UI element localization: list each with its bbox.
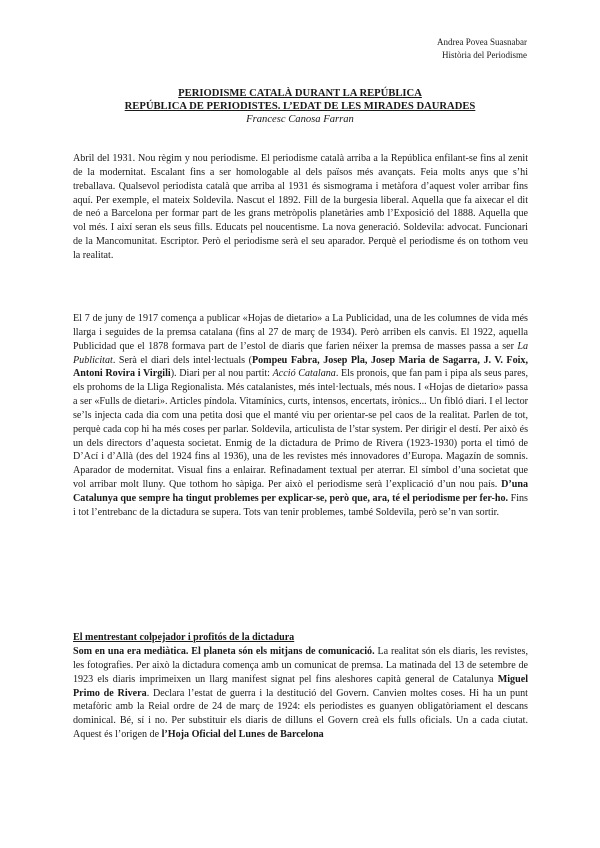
paragraph-3-text: . Declara l’estat de guerra i la destitució del Govern. Canvien moltes coses. Hi ha un punt metafòric amb la Reial ordre de 24 de març de 1924: els periodistes es guanyen obligatòriament el descans dominical. Bé, sí i no. Per substituir els diaris de dilluns el Govern creà els fulls oficials. Un a cada ciutat. Aquest és l’origen de [73, 687, 528, 741]
paragraph-2 [73, 312, 528, 520]
newspaper-name-la-publicitat: La Publicitat [73, 340, 528, 366]
party-name-accio-catalana: Acció Catalana [272, 368, 336, 380]
paragraph-2-text: . Els pronois, que fan pam i pipa als seus pares, els prohoms de la Lliga Regionalista. Més catalanistes, més intel·lectuals, més nous. I «Hojas de dietario» passa a ser «Fulls de dietari». Articles píndola. Vitamínics, curts, intensos, encertats, irònics... Un fibló diari. I el lector se’ls injecta cada dia com una petita dosi que el manté viu per orientar-se pel caos de la realitat. Parlen de tot, perquè cada cop hi ha més coses per parlar. Soldevila, articulista de l’star system. Per dirigir el destí. Per això és un dels directors d’aquesta societat. Enmig de la dictadura de Primo de Rivera (1923-1930) porta el timó de D’Ací i d’Allà (des del 1924 fins al 1936), una de les revistes més innovadores d’Europa. Magazín de somnis. Aparador de modernitat. Visual fins a enlairar. Refinadament textual per aterrar. El símbol d’una societat que vol arribar molt lluny. Que tothom ho sàpiga. Per això el periodisme serà l’explicació d’un nou país. [73, 368, 529, 491]
paragraph-2-text: . Serà el diari dels intel·lectuals ( [112, 354, 252, 366]
paragraph-2-text: Fins i tot l’entrebanc de la dictadura se supera. Tots van tenir problemes, també Soldevila, però se’n van sortir. [73, 492, 528, 518]
paragraph-3-text: La realitat són els diaris, les revistes, les fotografies. Per això la dictadura comença amb un comunicat de premsa. La matinada del 13 de setembre de 1923 els diaris imprimeixen un llarg manifest signat pel fins aleshores capità general de Catalunya [73, 646, 528, 685]
title-line-1: PERIODISME CATALÀ DURANT LA REPÚBLICA [178, 88, 422, 99]
newspaper-name-hoja-oficial: l’Hoja Oficial del Lunes de Barcelona [161, 729, 324, 741]
header-course: Història del Periodisme [442, 50, 527, 60]
title-line-2: REPÚBLICA DE PERIODISTES. L’EDAT DE LES MIRADES DAURADES [124, 101, 476, 112]
section-heading: El mentrestant colpejador i profitós de la dictadura [73, 632, 295, 643]
paragraph-2-text: El 7 de juny de 1917 comença a publicar «Hojas de dietario» a La Publicidad, una de les columnes de vida més llarga i seguides de la premsa catalana (fins al 27 de març de 1934). Però arriben els canvis. El 1922, aquella Publicidad que el 1878 formava part de l’estol de diaris que farien néixer la premsa de masses passa a ser [73, 313, 528, 352]
paragraph-3-emphasis: Som en una era mediàtica. El planeta són els mitjans de comunicació. [73, 646, 375, 657]
source-author: Francesc Canosa Farran [246, 114, 354, 125]
paragraph-2-text: ). Diari per al nou partit: [170, 368, 273, 380]
paragraph-3 [73, 645, 528, 742]
page-header [437, 36, 527, 62]
paragraph-1: Abril del 1931. Nou règim y nou periodisme. El periodisme català arriba a la República enfilant-se fins al zenit de la modernitat. Escalant fins a ser homologable al dels països més avançats. Feia molts anys que s’hi treballava. Qualsevol periodista català que arriba al 1931 és sismograma i metàfora d’aquest voler arribar fins aquí. Per exemple, el mateix Soldevila. Nascut el 1892. Fill de la burgesia liberal. Aquella que fa aixecar el dit de neó a Barcelona per formar part de les grans metròpolis planetàries amb l’Exposició del 1888. Aquella que vol més. I així seran els seus fills. Educats pel noucentisme. La nova generació. Soldevila: advocat. Funcionari de la Mancomunitat. Escriptor. Però el periodisme serà el seu aparador. Perquè el periodisme és on tothom veu la realitat. [73, 153, 528, 261]
title-block [72, 87, 528, 126]
header-author-name: Andrea Povea Suasnabar [437, 37, 527, 47]
person-name-primo-de-rivera: Miguel Primo de Rivera [73, 673, 528, 699]
paragraph-2-emphasis: D’una Catalunya que sempre ha tingut problemes per explicar-se, però que, ara, té el periodisme per fer-ho. [73, 479, 528, 504]
intellectuals-names: Pompeu Fabra, Josep Pla, Josep Maria de Sagarra, J. V. Foix, Antoni Rovira i Virgili [73, 354, 528, 380]
